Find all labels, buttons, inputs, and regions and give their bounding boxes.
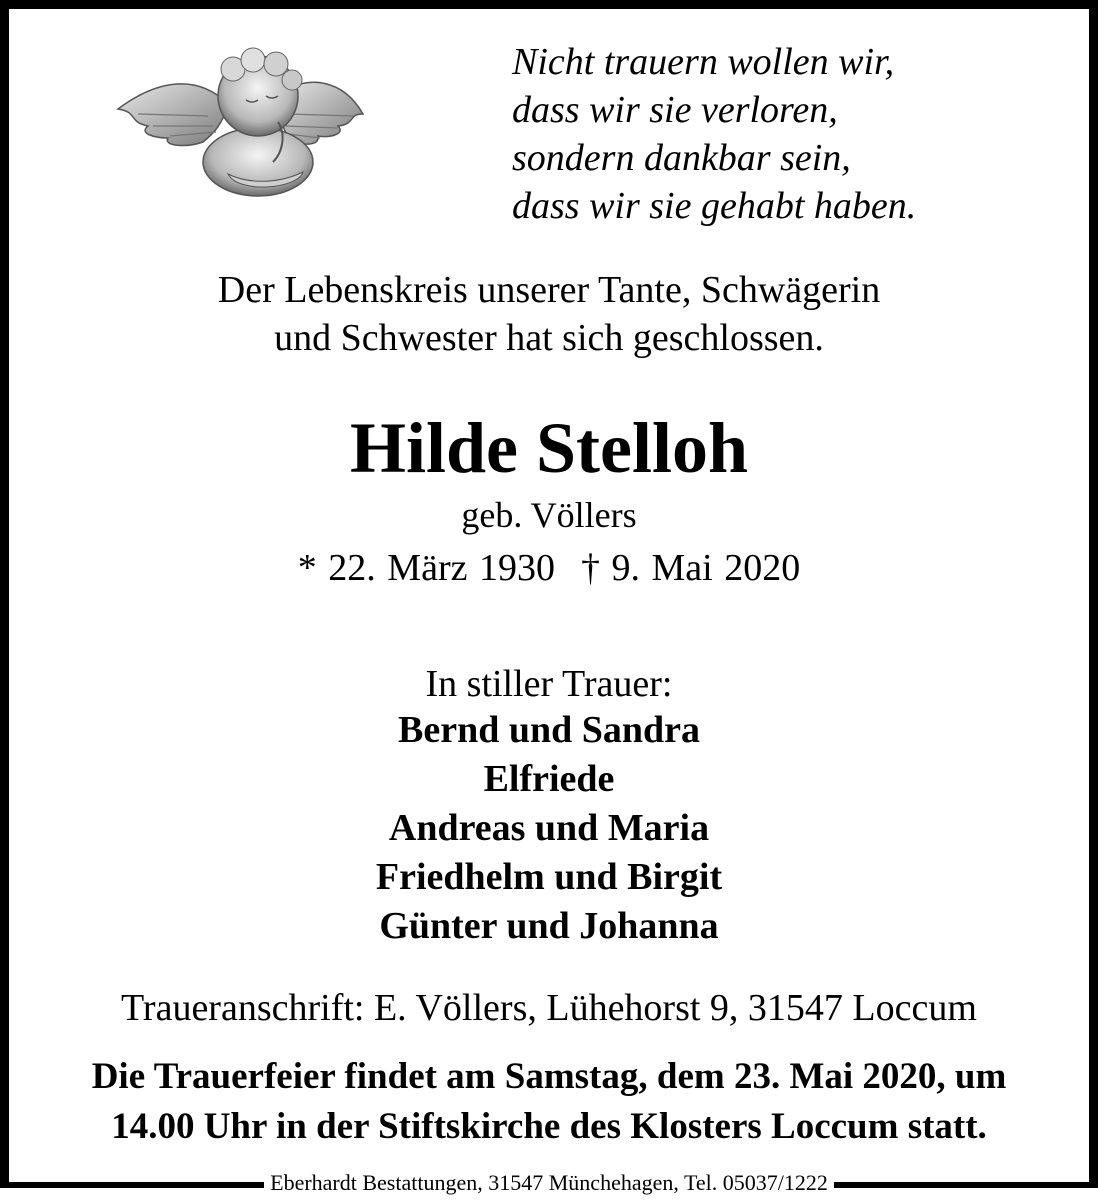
footer	[0, 1170, 1098, 1196]
intro-line-1: Der Lebenskreis unserer Tante, Schwägerin	[217, 269, 881, 311]
poem-line: dass wir sie gehabt haben.	[512, 185, 917, 227]
mourning-address: Traueranschrift: E. Völlers, Lühehorst 9, 31547 Loccum	[121, 987, 977, 1029]
mourners-list	[0, 706, 1098, 951]
poem-line: sondern dankbar sein,	[512, 137, 851, 179]
poem-line: Nicht trauern wollen wir,	[512, 41, 895, 83]
mourner-name: Günter und Johanna	[379, 905, 719, 947]
mourner-name: Bernd und Sandra	[397, 709, 700, 751]
death-date: † 9. Mai 2020	[580, 547, 801, 589]
angel-icon	[108, 34, 370, 204]
birth-date: * 22. März 1930	[297, 547, 555, 589]
poem	[512, 38, 992, 230]
mourning-label: In stiller Trauer:	[425, 663, 673, 705]
intro-text	[0, 266, 1098, 362]
life-dates	[0, 544, 1098, 592]
mourner-name: Elfriede	[483, 758, 615, 800]
service-line-2: 14.00 Uhr in der Stiftskirche des Klosters Loccum statt.	[111, 1106, 987, 1147]
birth-name: geb. Völlers	[461, 495, 637, 535]
service-line-1: Die Trauerfeier findet am Samstag, dem 23. Mai 2020, um	[91, 1056, 1007, 1097]
deceased-name: Hilde Stelloh	[349, 408, 749, 488]
footer-text: Eberhardt Bestattungen, 31547 Münchehagen, Tel. 05037/1222	[264, 1170, 834, 1195]
mourner-name: Friedhelm und Birgit	[375, 856, 723, 898]
poem-line: dass wir sie verloren,	[512, 89, 838, 131]
intro-line-2: und Schwester hat sich geschlossen.	[274, 317, 824, 359]
funeral-service-info	[0, 1052, 1098, 1152]
mourner-name: Andreas und Maria	[388, 807, 710, 849]
